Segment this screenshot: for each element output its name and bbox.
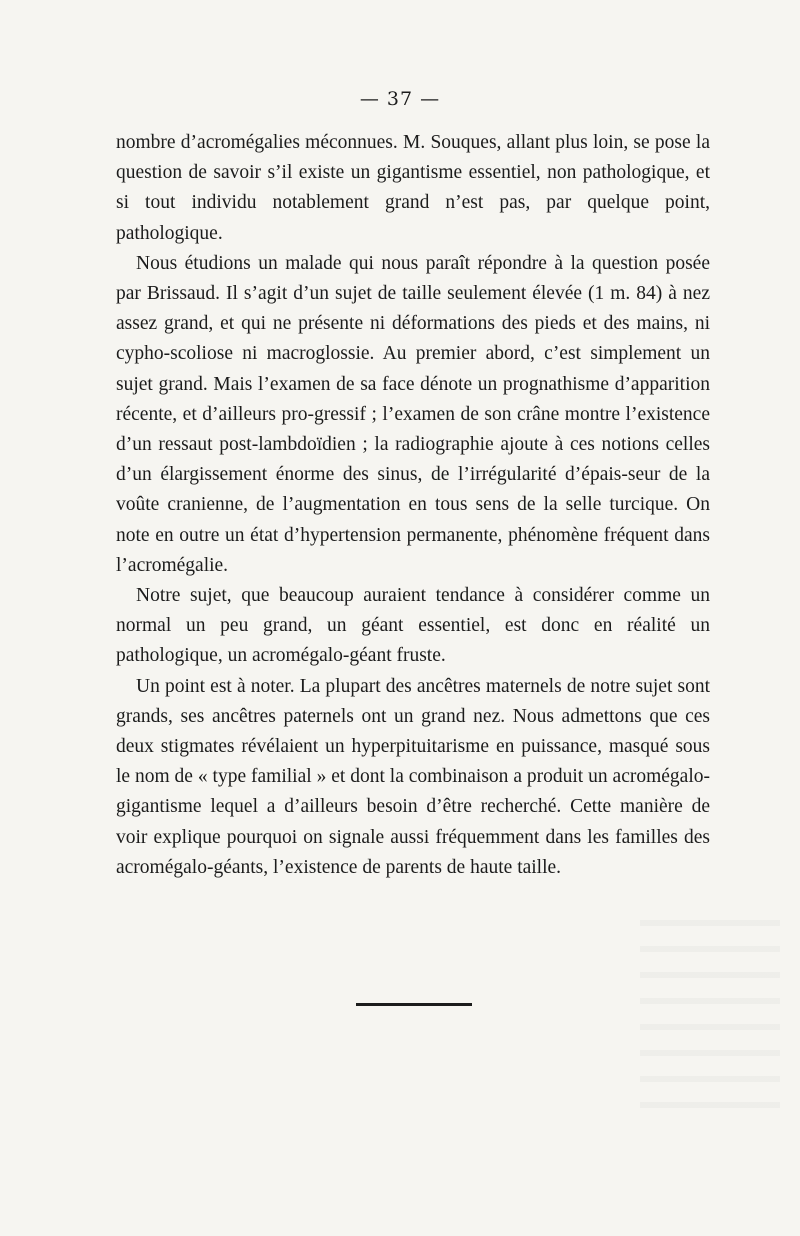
- paragraph: Un point est à noter. La plupart des ancêtres maternels de notre sujet sont grands, ses ancêtres paternels ont un grand nez. Nous admettons que ces deux stigmates révélaient un hyperpituitarisme en puissance, masqué sous le nom de « type familial » et dont la combinaison a produit un acromégalo-gigantisme lequel a d’ailleurs besoin d’être recherché. Cette manière de voir explique pourquoi on signale aussi fréquemment dans les familles des acromégalo-géants, l’existence de parents de haute taille.: [116, 675, 710, 878]
- page-number: — 37 —: [359, 88, 441, 110]
- show-through-texture: [640, 900, 780, 1120]
- section-divider-rule: [356, 1003, 472, 1006]
- paragraph: Notre sujet, que beaucoup auraient tendance à considérer comme un normal un peu grand, un géant essentiel, est donc en réalité un pathologique, un acromégalo-géant fruste.: [116, 585, 710, 667]
- body-text: [116, 128, 710, 883]
- paragraph: Nous étudions un malade qui nous paraît répondre à la question posée par Brissaud. Il s’agit d’un sujet de taille seulement élevée (1 m. 84) à nez assez grand, et qui ne présente ni déformations des pieds et des mains, ni cypho-scoliose ni macroglossie. Au premier abord, c’est simplement un sujet grand. Mais l’examen de sa face dénote un prognathisme d’apparition récente, et d’ailleurs pro-gressif ; l’examen de son crâne montre l’existence d’un ressaut post-lambdoïdien ; la radiographie ajoute à ces notions celles d’un élargissement énorme des sinus, de l’irrégularité d’épais-seur de la voûte cranienne, de l’augmentation en tous sens de la selle turcique. On note en outre un état d’hypertension permanente, phénomène fréquent dans l’acromégalie.: [116, 252, 710, 576]
- paragraph: nombre d’acromégalies méconnues. M. Souques, allant plus loin, se pose la question de savoir s’il existe un gigantisme essentiel, non pathologique, et si tout individu notablement grand n’est pas, par quelque point, pathologique.: [116, 132, 710, 244]
